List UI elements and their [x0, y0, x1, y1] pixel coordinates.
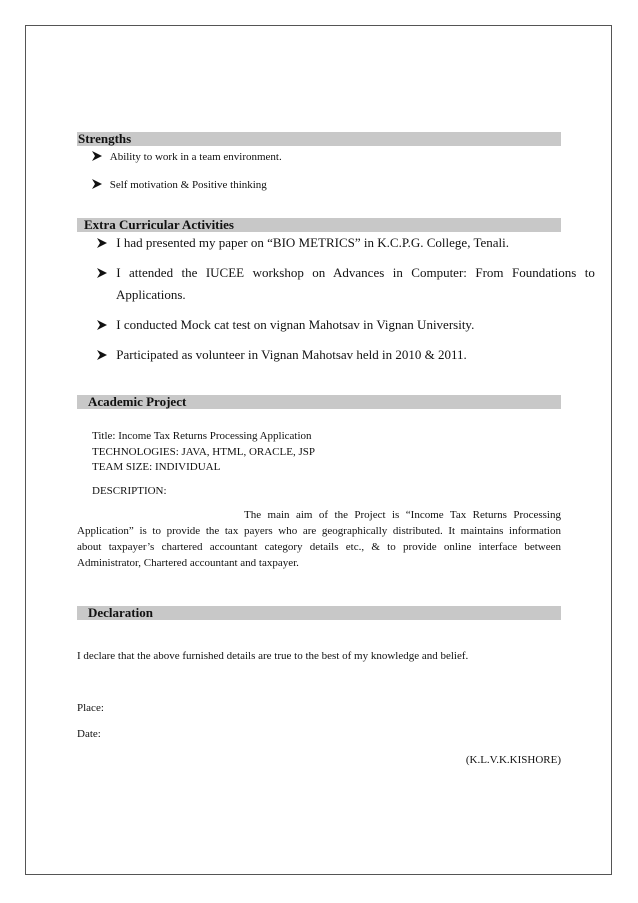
extra-item-text: I had presented my paper on “BIO METRICS” in K.C.P.G. College, Tenali.	[116, 235, 510, 250]
arrow-bullet-icon	[97, 268, 107, 278]
project-heading-text: Academic Project	[88, 394, 187, 409]
extra-item-text: Participated as volunteer in Vignan Mahotsav held in 2010 & 2011.	[116, 347, 467, 362]
project-description-line-4: Administrator, Chartered accountant and taxpayer.	[77, 557, 299, 569]
arrow-bullet-icon	[92, 179, 102, 189]
arrow-bullet-icon	[92, 151, 102, 161]
extra-item-2-continuation: Applications.	[116, 287, 186, 302]
strengths-item-1	[92, 150, 282, 163]
project-title: Title: Income Tax Returns Processing Application	[92, 430, 312, 442]
project-description-line-2: Application” is to provide the tax payers who are geographically distributed. It maintains information	[77, 525, 561, 537]
extra-item-4	[97, 347, 467, 363]
strengths-item-2	[92, 178, 267, 191]
extra-item-text: I attended the IUCEE workshop on Advances in Computer: From Foundations to	[116, 265, 595, 280]
extra-item-text: I conducted Mock cat test on vignan Mahotsav in Vignan University.	[116, 317, 475, 332]
strengths-heading	[77, 132, 561, 146]
project-team-size: TEAM SIZE: INDIVIDUAL	[92, 461, 221, 473]
arrow-bullet-icon	[97, 320, 107, 330]
strengths-heading-text: Strengths	[78, 131, 132, 146]
extra-item-3	[97, 317, 474, 333]
strengths-item-text: Self motivation & Positive thinking	[109, 179, 267, 191]
date-label: Date:	[77, 728, 101, 740]
extra-heading-text: Extra Curricular Activities	[84, 217, 234, 232]
arrow-bullet-icon	[97, 238, 107, 248]
arrow-bullet-icon	[97, 350, 107, 360]
project-heading	[77, 395, 561, 409]
place-label: Place:	[77, 702, 104, 714]
project-technologies: TECHNOLOGIES: JAVA, HTML, ORACLE, JSP	[92, 446, 315, 458]
extra-item-1	[97, 235, 509, 251]
declaration-heading-text: Declaration	[88, 605, 153, 620]
project-description-line-1: The main aim of the Project is “Income Tax Returns Processing	[244, 509, 561, 521]
extra-heading	[77, 218, 561, 232]
declaration-heading	[77, 606, 561, 620]
extra-item-2	[97, 265, 595, 281]
project-description-line-3: about taxpayer’s chartered accountant category details etc., & to provide online interface between	[77, 541, 561, 553]
project-description-label: DESCRIPTION:	[92, 485, 167, 497]
declaration-text: I declare that the above furnished details are true to the best of my knowledge and belief.	[77, 650, 469, 662]
strengths-item-text: Ability to work in a team environment.	[109, 151, 282, 163]
signature-name: (K.L.V.K.KISHORE)	[465, 754, 561, 766]
